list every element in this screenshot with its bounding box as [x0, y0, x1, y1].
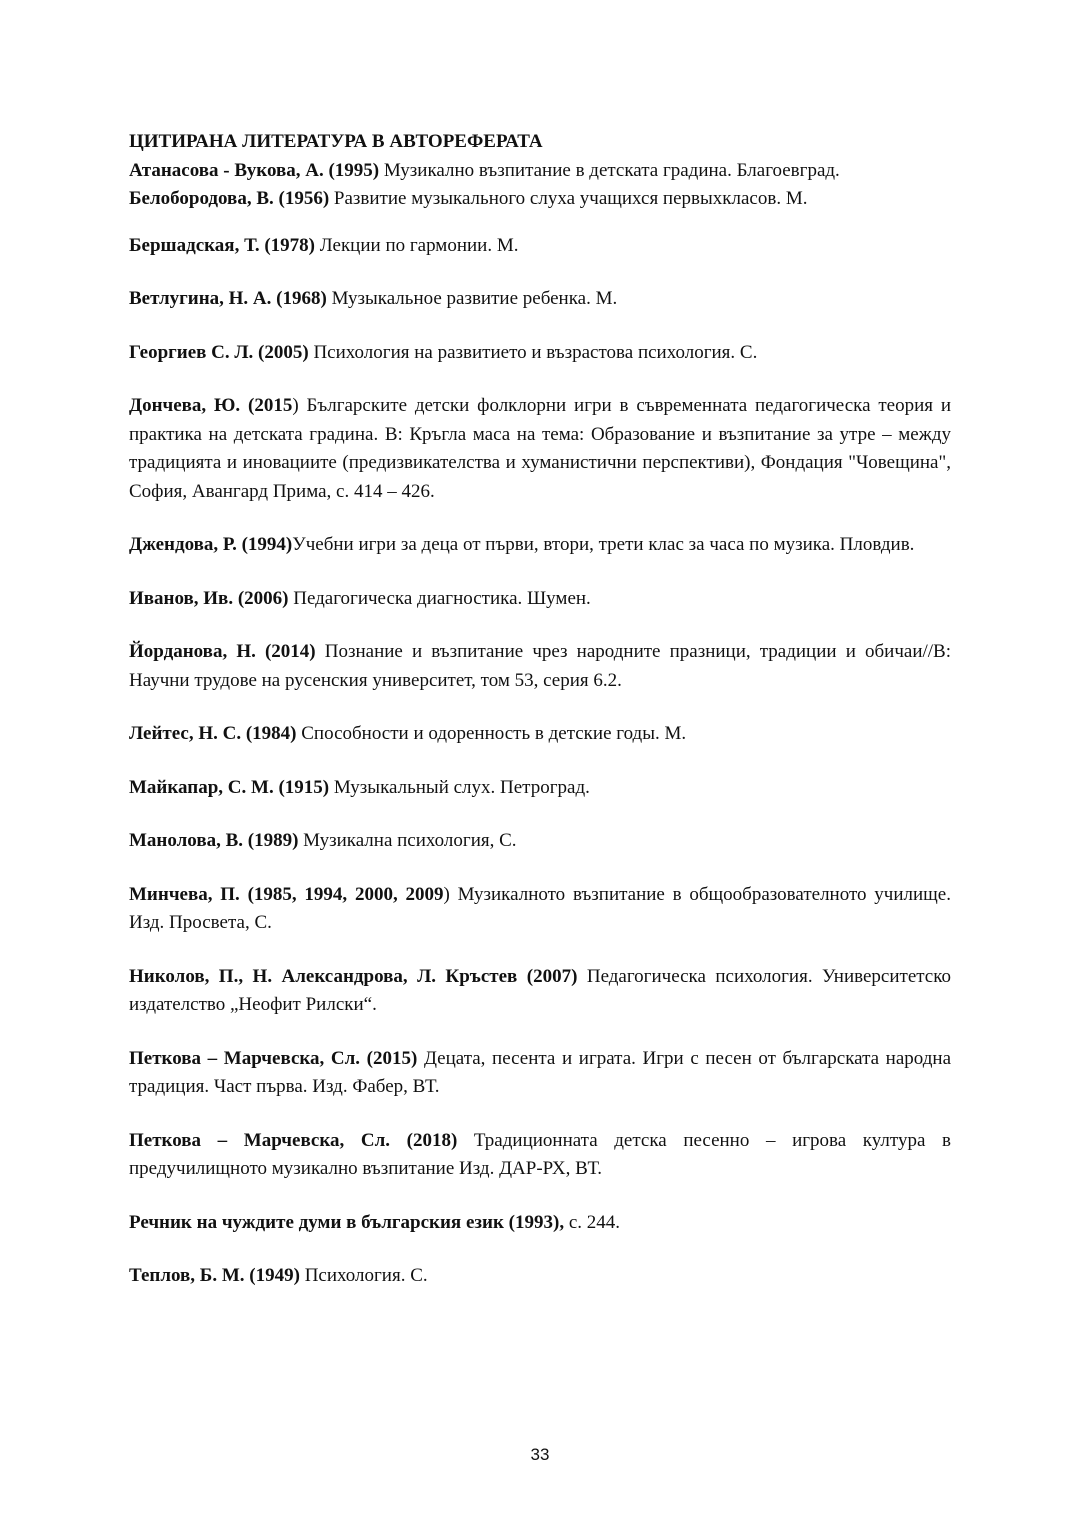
reference-item — [129, 638, 951, 695]
reference-author: Петкова – Марчевска, Сл. (2018) — [129, 1129, 458, 1151]
reference-author: Петкова – Марчевска, Сл. (2015) — [129, 1047, 418, 1069]
reference-author: Теплов, Б. М. (1949) — [129, 1265, 300, 1286]
reference-author: Манолова, В. (1989) — [129, 830, 299, 851]
reference-author: Майкапар, С. М. (1915) — [129, 776, 330, 798]
reference-item — [129, 531, 951, 560]
reference-author: Георгиев С. Л. (2005) — [129, 341, 309, 363]
bibliography — [129, 128, 951, 1291]
reference-item — [129, 392, 951, 506]
reference-text: Учебни игри за деца от първи, втори, трети клас за часа по музика. Пловдив. — [292, 534, 915, 555]
reference-item — [129, 1045, 951, 1102]
reference-text: Музыкальное развитие ребенка. М. — [326, 288, 618, 309]
reference-text: ) Музикалното възпитание в общообразователното училище. Изд. Просвета, С. — [129, 883, 951, 933]
reference-text: Психология. С. — [299, 1265, 428, 1286]
reference-text: ) Българските детски фолклорни игри в съвременната педагогическа теория и практика на детската градина. В: Кръгла маса на тема: Образование и възпитание за утре – между традицията и иновациите (предизвикателства и хуманистични перспективи), Фондация "Човещина", София, Авангард Прима, с. 414 – 426. — [129, 395, 951, 502]
reference-author: Джендова, Р. (1994) — [129, 534, 293, 555]
reference-text: Музикална психология, С. — [298, 830, 517, 851]
reference-author: Атанасова - Вукова, А. (1995) — [129, 159, 380, 181]
reference-item — [129, 1262, 951, 1291]
reference-text: Лекции по гармонии. М. — [315, 234, 519, 256]
reference-author: Иванов, Ив. (2006) — [129, 587, 289, 609]
reference-text: Педагогическа психология. Университетско издателство „Неофит Рилски“. — [129, 965, 952, 1015]
page-number: 33 — [530, 1445, 550, 1464]
reference-item — [129, 339, 951, 368]
reference-author: Белобородова, В. (1956) — [129, 188, 330, 209]
reference-text: Педагогическа диагностика. Шумен. — [288, 587, 591, 609]
reference-item — [129, 774, 951, 803]
reference-item — [129, 827, 951, 856]
reference-author: Йорданова, Н. (2014) — [129, 641, 316, 662]
reference-author: Ветлугина, Н. А. (1968) — [129, 288, 327, 309]
reference-item — [129, 157, 951, 186]
reference-item — [129, 285, 951, 314]
reference-author: Минчева, П. (1985, 1994, 2000, 2009 — [129, 883, 444, 905]
reference-item — [129, 585, 951, 614]
reference-author: Николов, П., Н. Александрова, Л. Кръстев (2007) — [129, 965, 578, 987]
reference-text: Традиционната детска песенно – игрова култура в предучилищното музикално възпитание Изд. ДАР-РХ, ВТ. — [129, 1129, 951, 1179]
reference-item — [129, 963, 951, 1020]
reference-author: Дончева, Ю. (2015 — [129, 395, 293, 416]
reference-item — [129, 881, 951, 938]
reference-author: Лейтес, Н. С. (1984) — [129, 723, 297, 744]
reference-item — [129, 720, 951, 749]
reference-text: с. 244. — [564, 1211, 621, 1233]
reference-item — [129, 1127, 951, 1184]
reference-text: Децата, песента и играта. Игри с песен от българската народна традиция. Част първа. Изд. Фабер, ВТ. — [129, 1047, 951, 1097]
reference-text: Музикално възпитание в детската градина. Благоевград. — [379, 159, 840, 181]
reference-item — [129, 232, 951, 261]
reference-item — [129, 185, 951, 214]
reference-text: Познание и възпитание чрез народните празници, традиции и обичаи//В: Научни трудове на русенския университет, том 53, серия 6.2. — [129, 641, 951, 691]
reference-text: Музыкальный слух. Петроград. — [329, 776, 590, 798]
reference-text: Психология на развитието и възрастова психология. С. — [308, 341, 758, 363]
reference-text: Способности и одоренность в детские годы. М. — [296, 723, 687, 744]
reference-text: Развитие музыкального слуха учащихся первыхкласов. М. — [329, 188, 808, 209]
reference-author: Речник на чуждите думи в българския език (1993), — [129, 1211, 565, 1233]
page-title: ЦИТИРАНА ЛИТЕРАТУРА В АВТОРЕФЕРАТА — [129, 131, 543, 152]
reference-item — [129, 1209, 951, 1238]
reference-author: Бершадская, Т. (1978) — [129, 234, 316, 256]
